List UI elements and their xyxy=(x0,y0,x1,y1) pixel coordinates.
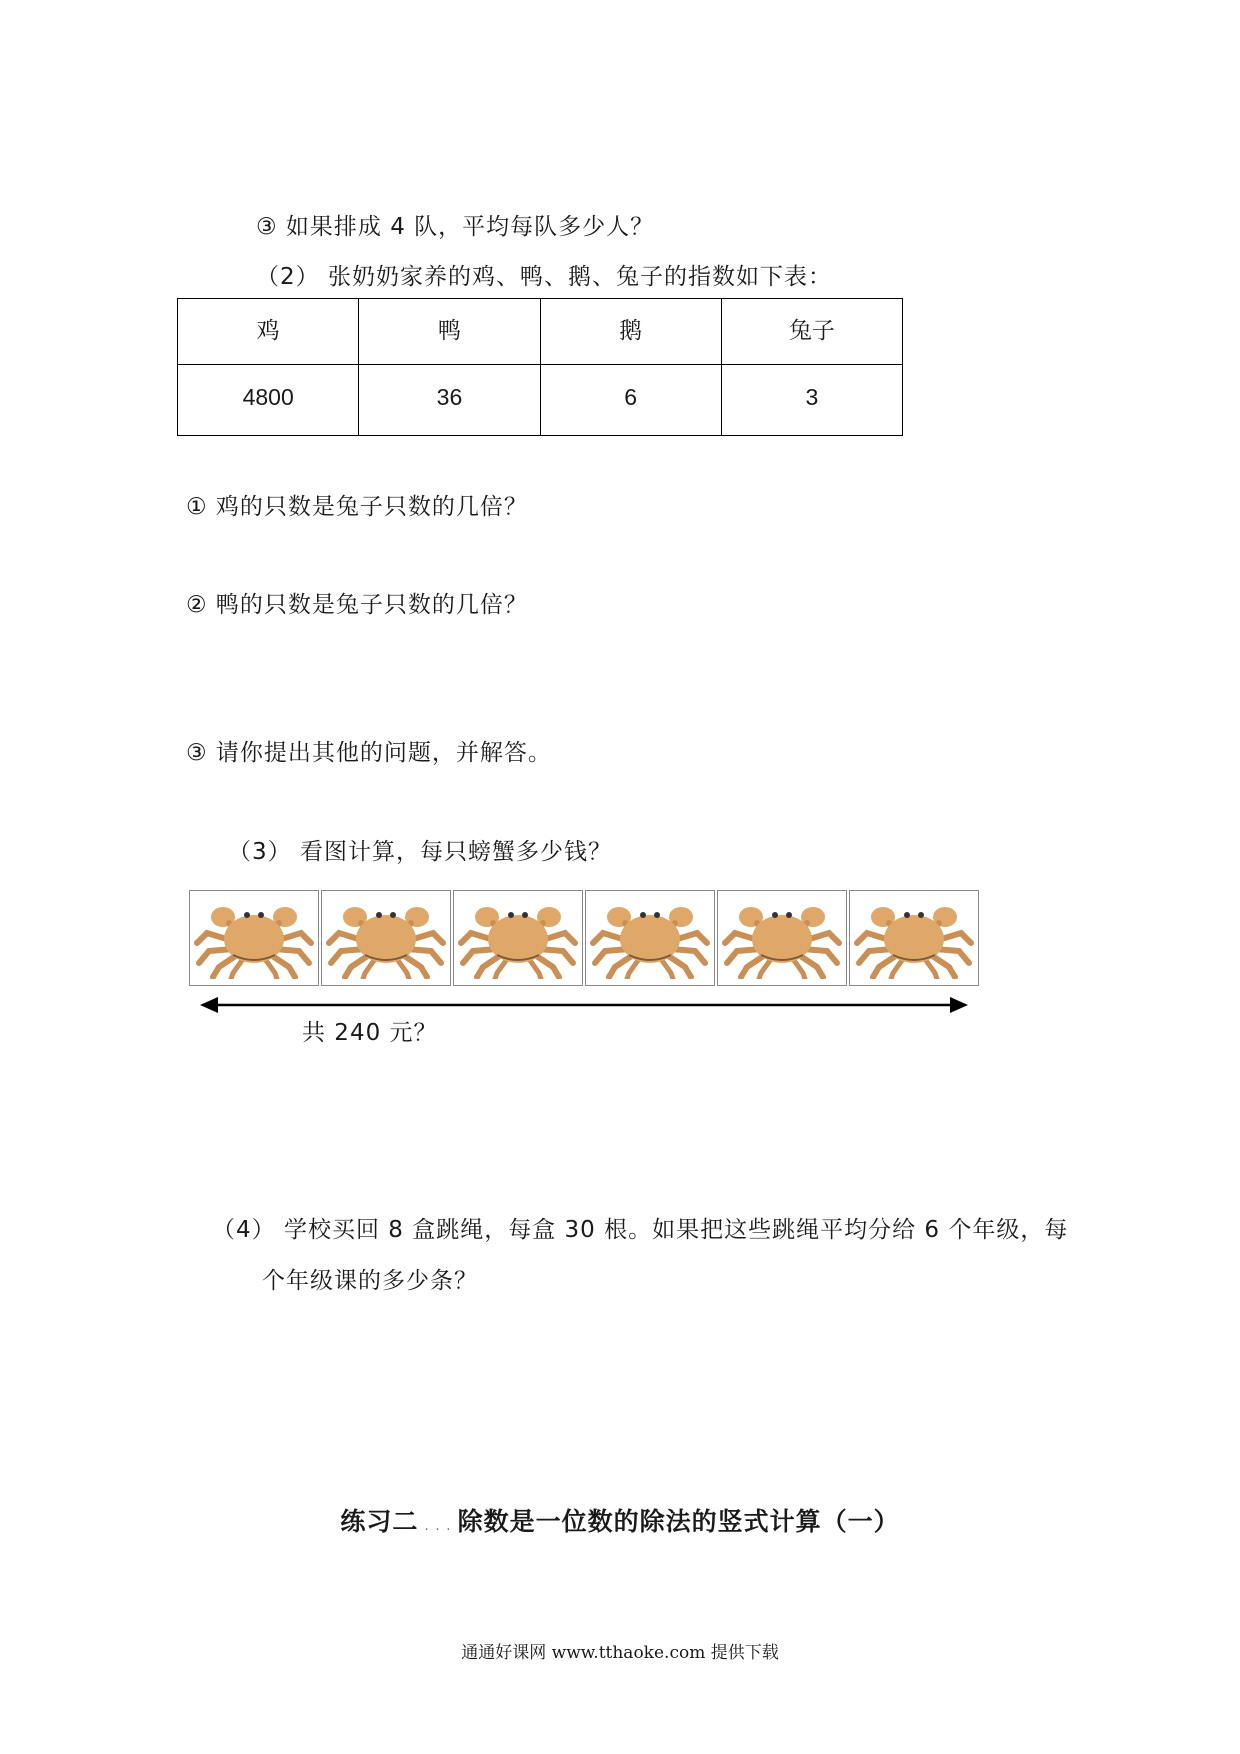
total-price-label: 共 240 元？ xyxy=(302,1020,438,1046)
question-1-part-3: ③ 如果排成 4 队，平均每队多少人？ xyxy=(256,214,655,240)
crab-icon xyxy=(193,893,315,983)
crab-picture-cell xyxy=(585,890,715,986)
crab-icon xyxy=(457,893,579,983)
question-2-sub-3: ③ 请你提出其他的问题，并解答。 xyxy=(186,740,552,766)
crab-picture-cell xyxy=(321,890,451,986)
table-value-cell: 3 xyxy=(721,365,902,436)
animal-count-table xyxy=(177,298,903,436)
section-title-part-2: 除数是一位数的除法的竖式计算（一） xyxy=(457,1507,900,1536)
table-header-cell: 兔子 xyxy=(721,299,902,365)
question-2-sub-1: ① 鸡的只数是兔子只数的几倍？ xyxy=(186,494,528,520)
crab-image-strip xyxy=(189,890,981,986)
section-title xyxy=(0,1502,1240,1538)
table-value-cell: 4800 xyxy=(178,365,359,436)
question-2-heading: （2） 张奶奶家养的鸡、鸭、鹅、兔子的指数如下表： xyxy=(256,264,832,290)
table-header-cell: 鸡 xyxy=(178,299,359,365)
dots-icon: . . . xyxy=(424,1518,452,1534)
table-value-cell: 6 xyxy=(540,365,721,436)
footer-credit: 通通好课网 www.tthaoke.com 提供下载 xyxy=(461,1643,779,1663)
table-value-cell: 36 xyxy=(359,365,540,436)
crab-picture-cell xyxy=(189,890,319,986)
question-4-line-2: 个年级课的多少条？ xyxy=(262,1268,478,1294)
crab-picture-cell xyxy=(453,890,583,986)
question-4-line-1: （4） 学校买回 8 盒跳绳，每盒 30 根。如果把这些跳绳平均分给 6 个年级，每 xyxy=(212,1217,1069,1243)
question-2-sub-2: ② 鸭的只数是兔子只数的几倍？ xyxy=(186,592,528,618)
crab-picture-cell xyxy=(717,890,847,986)
crab-picture-cell xyxy=(849,890,979,986)
crab-icon xyxy=(721,893,843,983)
crab-icon xyxy=(853,893,975,983)
table-header-row xyxy=(178,299,903,365)
section-title-part-1: 练习二 xyxy=(340,1507,419,1536)
crab-icon xyxy=(589,893,711,983)
table-header-cell: 鹅 xyxy=(540,299,721,365)
crab-icon xyxy=(325,893,447,983)
question-3-heading: （3） 看图计算，每只螃蟹多少钱？ xyxy=(228,839,612,865)
table-header-cell: 鸭 xyxy=(359,299,540,365)
table-value-row xyxy=(178,365,903,436)
